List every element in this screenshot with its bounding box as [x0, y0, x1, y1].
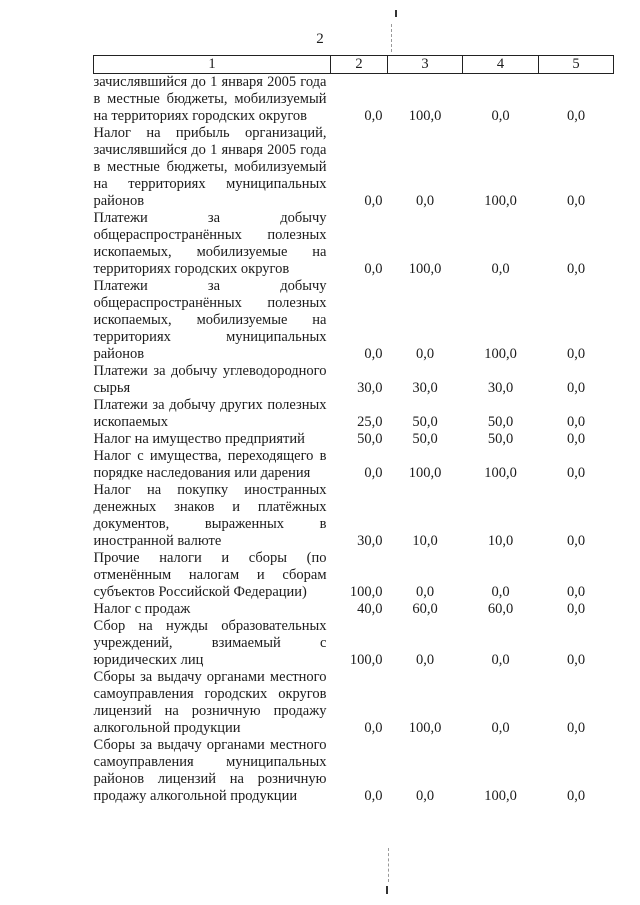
- value-col-3: 10,0: [412, 533, 438, 549]
- value-col-5: 0,0: [566, 720, 586, 736]
- value-col-3: 0,0: [415, 346, 435, 362]
- value-col-4: 10,0: [487, 533, 514, 549]
- revenue-name: Налог на прибыль организаций, зачислявшийся до 1 января 2005 года в местные бюджеты, мобилизуемый на территориях муниципальных районов: [93, 125, 327, 209]
- table-row: [94, 448, 614, 482]
- value-col-4: 0,0: [491, 261, 510, 277]
- value-col-5: 0,0: [566, 261, 586, 277]
- value-col-2: 25,0: [357, 414, 383, 430]
- revenue-name: Налог на покупку иностранных денежных знаков и платёжных документов, выраженных в иностранной валюте: [93, 482, 327, 549]
- value-col-4: 50,0: [487, 431, 514, 447]
- scan-fold-line-top: [391, 24, 393, 52]
- value-col-2: 30,0: [357, 380, 383, 396]
- revenue-name: Налог с имущества, переходящего в порядке наследования или дарения: [93, 448, 327, 481]
- value-col-3: 0,0: [415, 652, 435, 668]
- value-col-2: 0,0: [364, 261, 383, 277]
- value-col-5: 0,0: [566, 465, 586, 481]
- table-row: [94, 397, 614, 431]
- revenue-name: Налог с продаж: [93, 601, 191, 617]
- table-row: [94, 74, 614, 126]
- scan-mark-top: [395, 10, 397, 17]
- value-col-2: 0,0: [364, 193, 383, 209]
- value-col-3: 100,0: [408, 720, 442, 736]
- value-col-4: 0,0: [491, 584, 510, 600]
- column-header-4: 4: [463, 56, 539, 74]
- value-col-3: 0,0: [415, 788, 435, 804]
- revenue-name: Сбор на нужды образовательных учреждений, взимаемый с юридических лиц: [93, 618, 327, 668]
- value-col-2: 100,0: [349, 584, 383, 600]
- value-col-5: 0,0: [566, 533, 586, 549]
- value-col-2: 0,0: [364, 720, 383, 736]
- column-header-3: 3: [388, 56, 463, 74]
- value-col-3: 100,0: [408, 261, 442, 277]
- table-row: [94, 363, 614, 397]
- revenue-name: зачислявшийся до 1 января 2005 года в местные бюджеты, мобилизуемый на территориях городских округов: [93, 74, 327, 124]
- value-col-2: 100,0: [349, 652, 383, 668]
- value-col-3: 100,0: [408, 108, 442, 124]
- value-col-3: 50,0: [412, 431, 438, 447]
- table-row: [94, 482, 614, 550]
- value-col-3: 30,0: [412, 380, 438, 396]
- value-col-2: 40,0: [357, 601, 383, 617]
- value-col-4: 0,0: [491, 652, 510, 668]
- revenue-name: Сборы за выдачу органами местного самоуправления городских округов лицензий на розничную продажу алкогольной продукции: [93, 669, 327, 736]
- table-row: [94, 278, 614, 363]
- value-col-3: 0,0: [415, 193, 435, 209]
- revenue-name: Платежи за добычу углеводородного сырья: [93, 363, 327, 396]
- value-col-4: 100,0: [484, 788, 517, 804]
- value-col-3: 50,0: [412, 414, 438, 430]
- table-row: [94, 601, 614, 618]
- value-col-2: 0,0: [364, 346, 383, 362]
- table-row: [94, 210, 614, 278]
- value-col-2: 0,0: [364, 465, 383, 481]
- value-col-4: 0,0: [491, 720, 510, 736]
- value-col-2: 30,0: [357, 533, 383, 549]
- value-col-4: 100,0: [484, 346, 517, 362]
- value-col-4: 30,0: [487, 380, 514, 396]
- value-col-4: 60,0: [487, 601, 514, 617]
- value-col-5: 0,0: [566, 346, 586, 362]
- table-row: [94, 125, 614, 210]
- value-col-3: 60,0: [412, 601, 438, 617]
- revenue-distribution-table: [93, 55, 614, 805]
- value-col-2: 0,0: [364, 108, 383, 124]
- value-col-3: 100,0: [408, 465, 442, 481]
- scan-fold-line-bottom: [388, 848, 390, 882]
- revenue-name: Платежи за добычу общераспространённых полезных ископаемых, мобилизуемые на территориях городских округов: [93, 210, 327, 277]
- table-row: [94, 550, 614, 601]
- value-col-5: 0,0: [566, 108, 586, 124]
- value-col-4: 50,0: [487, 414, 514, 430]
- column-header-5: 5: [539, 56, 614, 74]
- scan-mark-bottom: [386, 886, 388, 894]
- table-row: [94, 669, 614, 737]
- table-row: [94, 618, 614, 669]
- value-col-5: 0,0: [566, 431, 586, 447]
- value-col-4: 100,0: [484, 465, 517, 481]
- value-col-5: 0,0: [566, 788, 586, 804]
- column-header-1: 1: [94, 56, 331, 74]
- table-header-row: [94, 56, 614, 74]
- revenue-name: Сборы за выдачу органами местного самоуправления муниципальных районов лицензий на розничную продажу алкогольной продукции: [93, 737, 327, 804]
- value-col-5: 0,0: [566, 652, 586, 668]
- value-col-5: 0,0: [566, 414, 586, 430]
- value-col-4: 0,0: [491, 108, 510, 124]
- revenue-name: Платежи за добычу других полезных ископаемых: [93, 397, 327, 430]
- value-col-4: 100,0: [484, 193, 517, 209]
- table-row: [94, 431, 614, 448]
- page-number: 2: [316, 31, 324, 47]
- column-header-2: 2: [331, 56, 388, 74]
- revenue-name: Налог на имущество предприятий: [93, 431, 305, 447]
- value-col-5: 0,0: [566, 380, 586, 396]
- value-col-5: 0,0: [566, 193, 586, 209]
- value-col-2: 50,0: [357, 431, 383, 447]
- value-col-3: 0,0: [415, 584, 435, 600]
- revenue-name: Платежи за добычу общераспространённых полезных ископаемых, мобилизуемые на территориях муниципальных районов: [93, 278, 327, 362]
- value-col-5: 0,0: [566, 601, 586, 617]
- revenue-name: Прочие налоги и сборы (по отменённым налогам и сборам субъектов Российской Федерации): [93, 550, 327, 600]
- value-col-5: 0,0: [566, 584, 586, 600]
- table-row: [94, 737, 614, 805]
- value-col-2: 0,0: [364, 788, 383, 804]
